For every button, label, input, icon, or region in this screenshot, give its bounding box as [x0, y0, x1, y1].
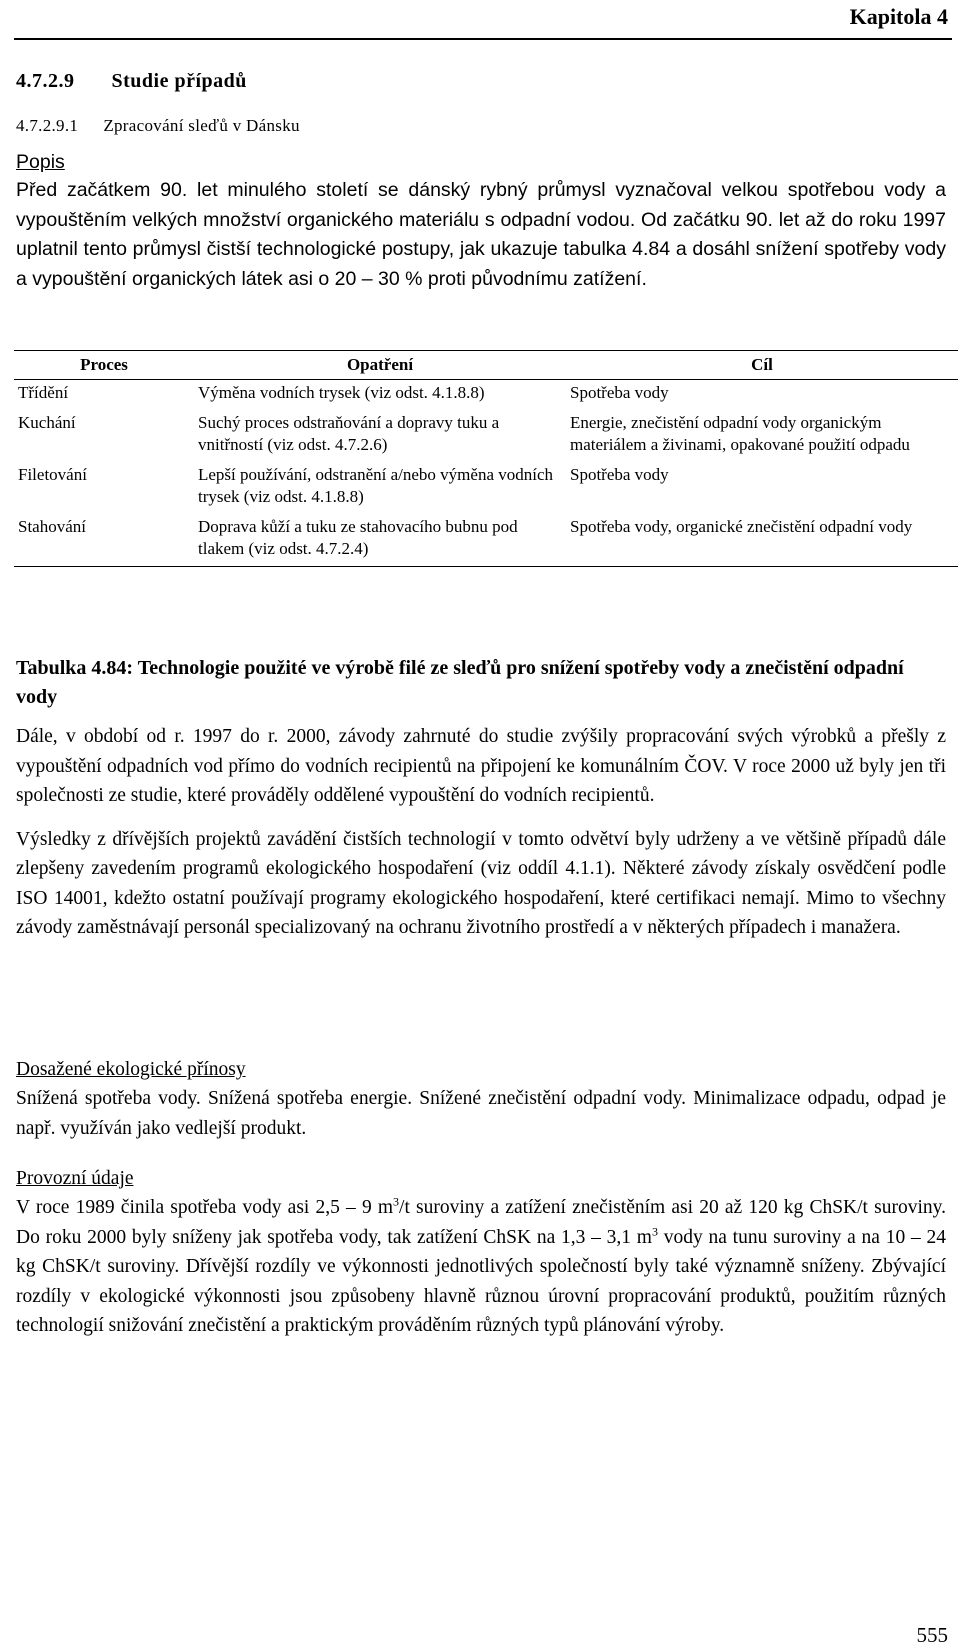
- header-opatreni: Opatření: [194, 351, 566, 380]
- header-proces: Proces: [14, 351, 194, 380]
- page-number: 555: [916, 1623, 948, 1647]
- operational-text-1: V roce 1989 činila spotřeba vody asi 2,5 – 9 m: [16, 1197, 394, 1218]
- table-row: [14, 410, 958, 462]
- cell-cil: Spotřeba vody: [570, 383, 669, 402]
- table-caption: Tabulka 4.84: Technologie použité ve výrobě filé ze sleďů pro snížení spotřeby vody a znečistění odpadní vody: [16, 657, 904, 708]
- operational-section: [16, 1165, 946, 1341]
- cell-proces: Kuchání: [18, 413, 76, 432]
- cell-cil: Spotřeba vody: [570, 465, 669, 484]
- process-table: [14, 350, 958, 567]
- section-title: Studie případů: [111, 70, 247, 92]
- operational-text-2: /t suroviny a zatížení znečistěním asi 20 až 120 kg ChSK/t suroviny. Do roku 2000 byly sníženy jak spotřeba vody, tak zatížení ChSK na 1,3 – 3,1 m: [16, 1197, 946, 1248]
- cell-cil: Energie, znečistění odpadní vody organickým materiálem a živinami, opakované použití odpadu: [570, 413, 910, 454]
- body-text: [16, 722, 946, 943]
- header-rule: [14, 38, 952, 40]
- section-number: 4.7.2.9: [16, 70, 75, 92]
- table-row: [14, 462, 958, 514]
- cell-opatreni: Doprava kůží a tuku ze stahovacího bubnu pod tlakem (viz odst. 4.7.2.4): [194, 514, 566, 567]
- popis-section: [16, 148, 946, 294]
- cell-opatreni: Suchý proces odstraňování a dopravy tuku a vnitřností (viz odst. 4.7.2.6): [198, 413, 500, 454]
- superscript-3: 3: [651, 1224, 658, 1238]
- table-row: [14, 380, 958, 411]
- body-paragraph-1: Dále, v období od r. 1997 do r. 2000, závody zahrnuté do studie zvýšily propracování svých výrobků a přešly z vypouštění odpadních vod přímo do vodních recipientů na připojení ke komunálním ČOV. V roce 2000 už byly jen tři společnosti ze studie, které prováděly oddělené vypouštění do vodních recipientů.: [16, 726, 946, 806]
- table-row: [14, 514, 958, 567]
- superscript-3: 3: [393, 1194, 400, 1209]
- cell-proces: Třídění: [18, 383, 69, 402]
- benefits-text: Snížená spotřeba vody. Snížená spotřeba energie. Snížené znečistění odpadní vody. Minimalizace odpadu, odpad je např. využíván jako vedlejší produkt.: [16, 1088, 946, 1139]
- chapter-label: Kapitola 4: [849, 4, 948, 29]
- cell-proces: Filetování: [18, 465, 87, 484]
- popis-text: Před začátkem 90. let minulého století se dánský rybný průmysl vyznačoval velkou spotřebou vody a vypouštěním velkých množství organického materiálu s odpadní vodou. Od začátku 90. let až do roku 1997 uplatnil tento průmysl čistší technologické postupy, jak ukazuje tabulka 4.84 a dosáhl snížení spotřeby vody a vypouštění organických látek asi o 20 – 30 % proti původnímu zatížení.: [16, 179, 946, 290]
- cell-cil: Spotřeba vody, organické znečistění odpadní vody: [566, 514, 958, 567]
- operational-text-3: vody na tunu suroviny a na 10 – 24 kg ChSK/t suroviny. Dřívější rozdíly ve výkonnosti jednotlivých společností byly také významně sníženy. Zbývající rozdíly v ekologické výkonnosti jsou způsobeny hlavně různou úrovní propracování produktů, použitím různých technologií snižování znečistění a praktickým prováděním různých typů plánování výroby.: [16, 1226, 946, 1336]
- cell-opatreni: Výměna vodních trysek (viz odst. 4.1.8.8): [198, 383, 485, 402]
- body-paragraph-2: Výsledky z dřívějších projektů zavádění čistších technologií v tomto odvětví byly udrženy a ve většině případů dále zlepšeny zavedením programů ekologického hospodaření (viz oddíl 4.1.1). Některé závody získaly osvědčení podle ISO 14001, kdežto ostatní používají programy ekologického hospodaření, které certifikaci nemají. Mimo to všechny závody zaměstnávají personál specializovaný na ochranu životního prostředí a v některých případech i manažera.: [16, 828, 946, 938]
- section-heading: [16, 70, 946, 93]
- header-cil: Cíl: [566, 351, 958, 380]
- benefits-section: [16, 1056, 946, 1143]
- popis-heading: Popis: [16, 151, 65, 173]
- operational-heading: Provozní údaje: [16, 1168, 134, 1189]
- table-header-row: [14, 351, 958, 380]
- subsection-number: 4.7.2.9.1: [16, 116, 79, 135]
- benefits-heading: Dosažené ekologické přínosy: [16, 1059, 246, 1080]
- subsection-title: Zpracování sleďů v Dánsku: [103, 116, 300, 135]
- subsection-heading: [16, 116, 946, 136]
- cell-opatreni: Lepší používání, odstranění a/nebo výměna vodních trysek (viz odst. 4.1.8.8): [198, 465, 554, 506]
- operational-text: [16, 1193, 946, 1341]
- cell-proces: Stahování: [14, 514, 194, 567]
